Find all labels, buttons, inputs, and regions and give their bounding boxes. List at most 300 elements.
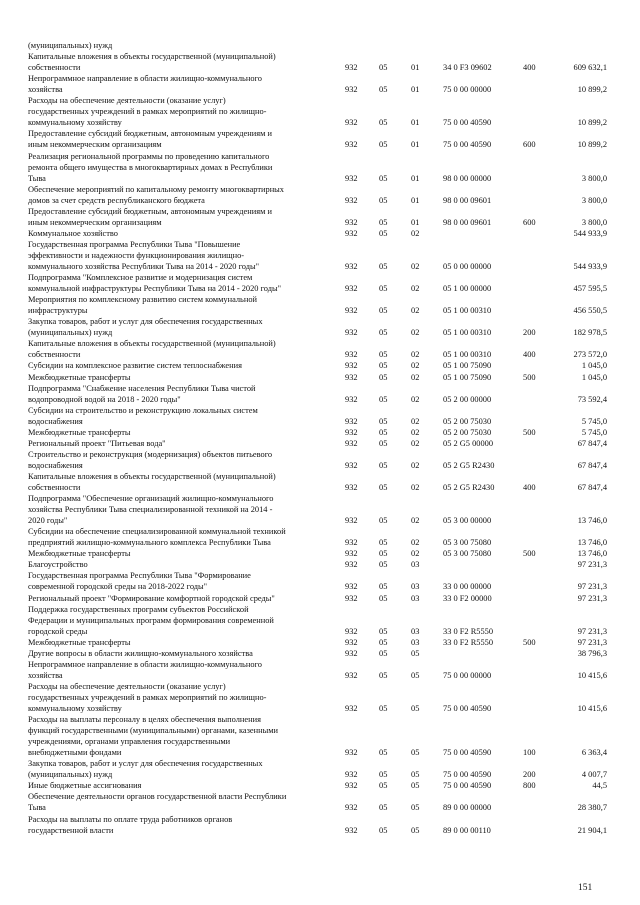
row-expense-type: 500 — [523, 637, 536, 647]
row-section-code: 05 — [379, 560, 388, 570]
row-section-code: 05 — [379, 460, 388, 470]
row-ministry-code: 932 — [345, 262, 358, 271]
table-row — [0, 306, 640, 316]
row-amount: 457 595,5 — [573, 284, 607, 294]
table-row — [0, 516, 640, 526]
table-row — [0, 207, 640, 217]
row-target-article: 89 0 00 00110 — [443, 825, 491, 835]
row-ministry-code: 932 — [345, 438, 358, 448]
row-section-code: 05 — [379, 228, 388, 238]
row-amount: 67 847,4 — [577, 438, 607, 448]
row-target-article: 33 0 F2 00000 — [443, 593, 492, 603]
table-row — [0, 417, 640, 427]
table-row — [0, 549, 640, 559]
row-section-code: 05 — [379, 593, 388, 603]
row-amount: 3 800,0 — [581, 195, 607, 205]
row-target-article: 33 0 F2 R5550 — [443, 626, 494, 636]
table-row — [0, 328, 640, 338]
table-row — [0, 571, 640, 581]
table-row — [0, 273, 640, 283]
row-subsection-code: 05 — [411, 748, 420, 758]
row-ministry-code: 932 — [345, 173, 358, 183]
row-section-code: 05 — [379, 85, 388, 95]
row-description: предприятий жилищно-коммунального комплекса Республики Тыва — [28, 538, 271, 548]
table-row — [0, 240, 640, 250]
row-amount: 544 933,9 — [573, 262, 607, 271]
row-subsection-code: 05 — [411, 825, 420, 835]
row-ministry-code: 932 — [345, 416, 358, 426]
row-ministry-code: 932 — [345, 781, 358, 791]
row-section-code: 05 — [379, 427, 388, 437]
row-subsection-code: 05 — [411, 781, 420, 791]
table-row — [0, 826, 640, 836]
table-row — [0, 582, 640, 592]
row-amount: 6 363,4 — [581, 748, 607, 758]
row-ministry-code: 932 — [345, 460, 358, 470]
row-subsection-code: 02 — [411, 416, 420, 426]
row-target-article: 05 3 00 75080 — [443, 549, 492, 559]
row-ministry-code: 932 — [345, 140, 358, 150]
row-subsection-code: 03 — [411, 626, 420, 636]
row-section-code: 05 — [379, 173, 388, 183]
table-row — [0, 803, 640, 813]
row-subsection-code: 01 — [411, 85, 420, 95]
row-section-code: 05 — [379, 350, 388, 360]
row-description: Региональный проект "Питьевая вода" — [28, 438, 166, 448]
row-section-code: 05 — [379, 516, 388, 526]
row-description: Капитальные вложения в объекты государственной (муниципальной) — [28, 339, 276, 349]
row-description: Коммунальное хозяйство — [28, 228, 118, 238]
row-section-code: 05 — [379, 549, 388, 559]
row-description: Государственная программа Республики Тыва "Формирование — [28, 571, 251, 581]
table-row — [0, 781, 640, 791]
table-row — [0, 748, 640, 758]
row-subsection-code: 01 — [411, 63, 420, 73]
row-amount: 609 632,1 — [573, 63, 607, 73]
row-subsection-code: 01 — [411, 195, 420, 205]
row-section-code: 05 — [379, 284, 388, 294]
table-row — [0, 627, 640, 637]
table-row — [0, 538, 640, 548]
row-description: Непрограммное направление в области жилищно-коммунального — [28, 74, 262, 84]
row-amount: 10 899,2 — [577, 140, 607, 150]
row-ministry-code: 932 — [345, 217, 358, 227]
row-ministry-code: 932 — [345, 670, 358, 680]
row-expense-type: 600 — [523, 140, 536, 150]
row-ministry-code: 932 — [345, 228, 358, 238]
row-description: Мероприятия по комплексному развитию систем коммунальной — [28, 295, 258, 305]
row-subsection-code: 03 — [411, 560, 420, 570]
row-section-code: 05 — [379, 781, 388, 791]
row-ministry-code: 932 — [345, 306, 358, 316]
row-description: Межбюджетные трансферты — [28, 549, 131, 559]
row-amount: 3 800,0 — [581, 217, 607, 227]
row-section-code: 05 — [379, 394, 388, 404]
row-section-code: 05 — [379, 648, 388, 658]
row-description: Межбюджетные трансферты — [28, 372, 131, 382]
table-row — [0, 251, 640, 261]
row-ministry-code: 932 — [345, 803, 358, 813]
row-ministry-code: 932 — [345, 549, 358, 559]
row-subsection-code: 01 — [411, 217, 420, 227]
row-expense-type: 200 — [523, 770, 536, 780]
table-row — [0, 262, 640, 272]
table-row — [0, 74, 640, 84]
row-amount: 5 745,0 — [581, 416, 607, 426]
row-amount: 10 899,2 — [577, 85, 607, 95]
table-row — [0, 439, 640, 449]
table-row — [0, 229, 640, 239]
row-description: Субсидии на комплексное развитие систем теплоснабжения — [28, 361, 242, 371]
table-row — [0, 361, 640, 371]
row-description: собственности — [28, 63, 81, 73]
row-description: государственной власти — [28, 825, 114, 835]
row-description: Обеспечение мероприятий по капитальному ремонту многоквартирных — [28, 184, 284, 194]
row-section-code: 05 — [379, 704, 388, 713]
table-row — [0, 726, 640, 736]
row-section-code: 05 — [379, 483, 388, 492]
row-description: 2020 годы" — [28, 516, 68, 526]
row-ministry-code: 932 — [345, 483, 358, 492]
row-description: Предоставление субсидий бюджетным, автономным учреждениям и — [28, 129, 272, 139]
table-row — [0, 737, 640, 747]
table-row — [0, 693, 640, 703]
row-amount: 67 847,4 — [577, 483, 607, 492]
row-subsection-code: 02 — [411, 427, 420, 437]
row-subsection-code: 01 — [411, 173, 420, 183]
table-row — [0, 395, 640, 405]
row-amount: 182 978,5 — [573, 328, 607, 338]
row-amount: 67 847,4 — [577, 460, 607, 470]
row-description: Тыва — [28, 803, 46, 813]
row-ministry-code: 932 — [345, 118, 358, 128]
row-description: Подпрограмма "Снабжение населения Республики Тыва чистой — [28, 383, 256, 393]
row-ministry-code: 932 — [345, 560, 358, 570]
table-row — [0, 660, 640, 670]
row-section-code: 05 — [379, 626, 388, 636]
row-amount: 10 415,6 — [577, 704, 607, 713]
row-expense-type: 400 — [523, 483, 536, 492]
row-description: Расходы на обеспечение деятельности (оказание услуг) — [28, 96, 226, 106]
row-expense-type: 500 — [523, 549, 536, 559]
row-target-article: 05 3 00 75080 — [443, 538, 492, 548]
row-target-article: 98 0 00 00000 — [443, 173, 492, 183]
row-amount: 97 231,3 — [577, 593, 607, 603]
row-target-article: 05 0 00 00000 — [443, 262, 492, 271]
row-description: эффективности и надежности функционирования жилищно- — [28, 250, 245, 260]
row-amount: 456 550,5 — [573, 306, 607, 316]
row-target-article: 34 0 F3 09602 — [443, 63, 492, 73]
row-amount: 97 231,3 — [577, 560, 607, 570]
row-subsection-code: 03 — [411, 582, 420, 592]
row-expense-type: 600 — [523, 217, 536, 227]
row-description: Реализация региональной программы по проведению капитального — [28, 151, 270, 161]
table-row — [0, 284, 640, 294]
row-description: внебюджетными фондами — [28, 748, 122, 758]
row-subsection-code: 05 — [411, 704, 420, 713]
row-subsection-code: 02 — [411, 350, 420, 360]
row-description: водоснабжения — [28, 416, 83, 426]
table-row — [0, 218, 640, 228]
row-subsection-code: 02 — [411, 262, 420, 271]
row-subsection-code: 03 — [411, 637, 420, 647]
row-description: ремонта общего имущества в многоквартирных домах в Республики — [28, 162, 273, 172]
row-target-article: 75 0 00 40590 — [443, 118, 492, 128]
table-row — [0, 406, 640, 416]
row-subsection-code: 02 — [411, 306, 420, 316]
row-section-code: 05 — [379, 118, 388, 128]
table-row — [0, 472, 640, 482]
row-section-code: 05 — [379, 140, 388, 150]
row-target-article: 05 2 00 00000 — [443, 394, 492, 404]
row-amount: 4 007,7 — [581, 770, 607, 780]
row-expense-type: 500 — [523, 427, 536, 437]
row-section-code: 05 — [379, 195, 388, 205]
row-subsection-code: 05 — [411, 670, 420, 680]
row-target-article: 05 2 G5 00000 — [443, 438, 494, 448]
row-target-article: 75 0 00 40590 — [443, 781, 492, 791]
table-row — [0, 715, 640, 725]
row-description: хозяйства Республики Тыва специализированной техникой на 2014 - — [28, 505, 273, 515]
row-expense-type: 400 — [523, 63, 536, 73]
row-subsection-code: 02 — [411, 516, 420, 526]
row-section-code: 05 — [379, 637, 388, 647]
row-ministry-code: 932 — [345, 427, 358, 437]
row-description: Благоустройство — [28, 560, 88, 570]
row-ministry-code: 932 — [345, 593, 358, 603]
table-row — [0, 605, 640, 615]
row-description: (муниципальных) нужд — [28, 41, 113, 50]
row-target-article: 33 0 F2 R5550 — [443, 637, 494, 647]
table-row — [0, 152, 640, 162]
row-section-code: 05 — [379, 372, 388, 382]
row-section-code: 05 — [379, 217, 388, 227]
table-row — [0, 461, 640, 471]
table-row — [0, 295, 640, 305]
row-description: (муниципальных) нужд — [28, 328, 113, 338]
row-ministry-code: 932 — [345, 328, 358, 338]
row-expense-type: 200 — [523, 328, 536, 338]
row-subsection-code: 05 — [411, 803, 420, 813]
row-amount: 13 746,0 — [577, 538, 607, 548]
row-amount: 1 045,0 — [581, 361, 607, 371]
table-row — [0, 96, 640, 106]
table-row — [0, 174, 640, 184]
row-section-code: 05 — [379, 262, 388, 271]
row-section-code: 05 — [379, 748, 388, 758]
row-amount: 13 746,0 — [577, 516, 607, 526]
row-description: Другие вопросы в области жилищно-коммунального хозяйства — [28, 648, 253, 658]
row-description: Субсидии на обеспечение специализированной коммунальной техникой — [28, 527, 286, 537]
table-row — [0, 792, 640, 802]
row-subsection-code: 02 — [411, 549, 420, 559]
row-target-article: 05 1 00 75090 — [443, 361, 492, 371]
row-description: учреждениями, органами управления государственными — [28, 737, 231, 747]
row-target-article: 75 0 00 00000 — [443, 670, 492, 680]
row-description: государственных учреждений в рамках мероприятий по жилищно- — [28, 107, 267, 117]
table-row — [0, 759, 640, 769]
row-ministry-code: 932 — [345, 770, 358, 780]
table-row — [0, 560, 640, 570]
row-description: Закупка товаров, работ и услуг для обеспечения государственных — [28, 317, 263, 327]
row-target-article: 75 0 00 40590 — [443, 770, 492, 780]
row-section-code: 05 — [379, 328, 388, 338]
table-row — [0, 52, 640, 62]
row-description: водоснабжения — [28, 460, 83, 470]
row-target-article: 33 0 00 00000 — [443, 582, 492, 592]
row-section-code: 05 — [379, 438, 388, 448]
row-section-code: 05 — [379, 803, 388, 813]
row-description: инфраструктуры — [28, 306, 88, 316]
row-section-code: 05 — [379, 770, 388, 780]
table-row — [0, 527, 640, 537]
table-row — [0, 140, 640, 150]
row-subsection-code: 02 — [411, 538, 420, 548]
row-target-article: 05 1 00 75090 — [443, 372, 492, 382]
row-target-article: 05 1 00 00310 — [443, 328, 492, 338]
row-description: хозяйства — [28, 85, 63, 95]
row-description: Региональный проект "Формирование комфортной городской среды" — [28, 593, 275, 603]
row-description: коммунальному хозяйству — [28, 118, 122, 128]
row-description: Расходы на выплаты персоналу в целях обеспечения выполнения — [28, 715, 261, 725]
table-row — [0, 63, 640, 73]
row-description: иным некоммерческим организациям — [28, 217, 162, 227]
row-description: иным некоммерческим организациям — [28, 140, 162, 150]
row-section-code: 05 — [379, 825, 388, 835]
table-row — [0, 129, 640, 139]
row-target-article: 05 2 00 75030 — [443, 427, 492, 437]
table-row — [0, 373, 640, 383]
row-expense-type: 400 — [523, 350, 536, 360]
row-subsection-code: 01 — [411, 118, 420, 128]
table-row — [0, 428, 640, 438]
row-section-code: 05 — [379, 361, 388, 371]
row-amount: 73 592,4 — [577, 394, 607, 404]
row-description: Государственная программа Республики Тыва "Повышение — [28, 239, 241, 249]
table-row — [0, 85, 640, 95]
table-row — [0, 616, 640, 626]
row-ministry-code: 932 — [345, 626, 358, 636]
row-description: Подпрограмма "Обеспечение организаций жилищно-коммунального — [28, 494, 274, 504]
table-row — [0, 505, 640, 515]
row-description: современной городской среды на 2018-2022 годы" — [28, 582, 208, 592]
table-row — [0, 671, 640, 681]
row-section-code: 05 — [379, 670, 388, 680]
row-target-article: 98 0 00 09601 — [443, 195, 492, 205]
row-ministry-code: 932 — [345, 394, 358, 404]
row-ministry-code: 932 — [345, 372, 358, 382]
table-row — [0, 770, 640, 780]
row-section-code: 05 — [379, 582, 388, 592]
row-description: коммунальной инфраструктуры Республики Тыва на 2014 - 2020 годы" — [28, 284, 282, 294]
row-subsection-code: 02 — [411, 328, 420, 338]
row-subsection-code: 02 — [411, 394, 420, 404]
row-section-code: 05 — [379, 63, 388, 73]
row-description: Капитальные вложения в объекты государственной (муниципальной) — [28, 471, 276, 481]
row-expense-type: 500 — [523, 372, 536, 382]
row-subsection-code: 02 — [411, 483, 420, 492]
row-description: Закупка товаров, работ и услуг для обеспечения государственных — [28, 759, 263, 769]
row-amount: 10 899,2 — [577, 118, 607, 128]
row-description: (муниципальных) нужд — [28, 770, 113, 780]
table-row — [0, 682, 640, 692]
row-ministry-code: 932 — [345, 637, 358, 647]
row-subsection-code: 01 — [411, 140, 420, 150]
row-target-article: 75 0 00 40590 — [443, 704, 492, 713]
row-subsection-code: 02 — [411, 372, 420, 382]
table-row — [0, 118, 640, 128]
row-description: Федерации и муниципальных программ формирования современной — [28, 615, 274, 625]
row-ministry-code: 932 — [345, 361, 358, 371]
table-row — [0, 815, 640, 825]
row-amount: 1 045,0 — [581, 372, 607, 382]
row-amount: 544 933,9 — [573, 228, 607, 238]
row-target-article: 98 0 00 09601 — [443, 217, 492, 227]
row-ministry-code: 932 — [345, 582, 358, 592]
row-description: коммунального хозяйства Республики Тыва на 2014 - 2020 годы" — [28, 262, 260, 271]
row-amount: 97 231,3 — [577, 637, 607, 647]
row-description: функций государственными (муниципальными) органами, казенными — [28, 726, 279, 736]
row-description: государственных учреждений в рамках мероприятий по жилищно- — [28, 692, 267, 702]
table-row — [0, 163, 640, 173]
row-subsection-code: 02 — [411, 361, 420, 371]
row-ministry-code: 932 — [345, 516, 358, 526]
row-ministry-code: 932 — [345, 748, 358, 758]
row-ministry-code: 932 — [345, 63, 358, 73]
row-amount: 10 415,6 — [577, 670, 607, 680]
row-description: коммунальному хозяйству — [28, 704, 122, 713]
table-row — [0, 638, 640, 648]
row-target-article: 89 0 00 00000 — [443, 803, 492, 813]
table-row — [0, 339, 640, 349]
table-row — [0, 483, 640, 493]
row-target-article: 75 0 00 40590 — [443, 140, 492, 150]
row-expense-type: 800 — [523, 781, 536, 791]
row-target-article: 75 0 00 00000 — [443, 85, 492, 95]
table-row — [0, 450, 640, 460]
row-description: Тыва — [28, 173, 46, 183]
row-section-code: 05 — [379, 416, 388, 426]
row-ministry-code: 932 — [345, 85, 358, 95]
row-amount: 13 746,0 — [577, 549, 607, 559]
row-description: Предоставление субсидий бюджетным, автономным учреждениям и — [28, 206, 272, 216]
row-target-article: 05 1 00 00310 — [443, 306, 492, 316]
row-ministry-code: 932 — [345, 538, 358, 548]
table-row — [0, 317, 640, 327]
row-description: городской среды — [28, 626, 88, 636]
table-row — [0, 494, 640, 504]
row-subsection-code: 02 — [411, 284, 420, 294]
table-row — [0, 704, 640, 714]
row-subsection-code: 02 — [411, 460, 420, 470]
row-target-article: 05 3 00 00000 — [443, 516, 492, 526]
row-amount: 21 904,1 — [577, 825, 607, 835]
row-description: Иные бюджетные ассигнования — [28, 781, 142, 791]
table-row — [0, 384, 640, 394]
row-description: Обеспечение деятельности органов государственной власти Республики — [28, 792, 287, 802]
row-target-article: 75 0 00 40590 — [443, 748, 492, 758]
row-target-article: 05 1 00 00310 — [443, 350, 492, 360]
row-description: Межбюджетные трансферты — [28, 637, 131, 647]
row-subsection-code: 05 — [411, 648, 420, 658]
row-ministry-code: 932 — [345, 704, 358, 713]
row-amount: 97 231,3 — [577, 626, 607, 636]
row-target-article: 05 2 G5 R2430 — [443, 460, 495, 470]
row-description: Субсидии на строительство и реконструкцию локальных систем — [28, 405, 258, 415]
row-amount: 3 800,0 — [581, 173, 607, 183]
row-target-article: 05 1 00 00000 — [443, 284, 492, 294]
row-amount: 273 572,0 — [573, 350, 607, 360]
